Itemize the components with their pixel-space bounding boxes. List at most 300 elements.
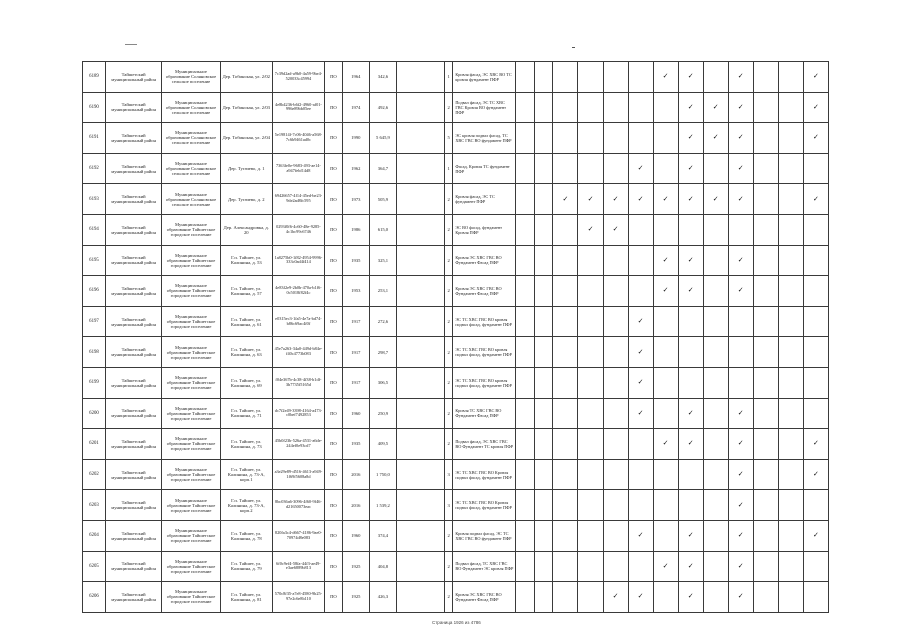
- check-mark-icon: ✓: [737, 592, 744, 601]
- object-type-cell: ПО: [325, 214, 343, 245]
- blank-cell: [397, 306, 445, 337]
- check-cell: [803, 123, 828, 154]
- check-cell: [678, 276, 703, 307]
- scan-mark: [572, 47, 575, 48]
- address-cell: Дер. Тобинская, ул. 2/02: [220, 62, 272, 93]
- check-cell: [628, 337, 653, 368]
- check-cell: [603, 398, 628, 429]
- check-mark-icon: ✓: [687, 531, 694, 540]
- check-mark-icon: ✓: [612, 592, 619, 601]
- check-cell: [703, 276, 728, 307]
- check-cell: [578, 92, 603, 123]
- check-mark-icon: ✓: [737, 164, 744, 173]
- check-cell: [578, 551, 603, 582]
- table-row: [83, 429, 829, 460]
- check-cell: [778, 245, 803, 276]
- check-cell: [703, 184, 728, 215]
- check-cell: [603, 62, 628, 93]
- district-cell: Тайшетский муниципальный район: [105, 490, 161, 521]
- check-mark-icon: ✓: [662, 286, 669, 295]
- cadastral-number-cell: a3e29e89-d516-4613-a949-1f69f5608a8d: [272, 459, 324, 490]
- check-cell: [803, 398, 828, 429]
- blank-cell: [397, 276, 445, 307]
- check-cell: [803, 276, 828, 307]
- area-cell: 426,3: [369, 582, 396, 613]
- table-row: [83, 459, 829, 490]
- address-cell: Г.п. Тайшет, ул. Калинина, д. 71: [220, 398, 272, 429]
- check-cell: [553, 337, 578, 368]
- check-cell: [603, 276, 628, 307]
- table-row: [83, 153, 829, 184]
- check-cell: [603, 520, 628, 551]
- row-number: 6199: [83, 367, 106, 398]
- blank-cell: [397, 153, 445, 184]
- check-cell: [703, 245, 728, 276]
- address-cell: Г.п. Тайшет, ул. Калинина, д. 53: [220, 245, 272, 276]
- check-cell: [534, 551, 553, 582]
- object-type-cell: ПО: [325, 123, 343, 154]
- check-cell: [603, 490, 628, 521]
- check-cell: [653, 490, 678, 521]
- check-mark-icon: ✓: [737, 531, 744, 540]
- check-cell: [553, 245, 578, 276]
- check-cell: [515, 92, 534, 123]
- table-row: [83, 62, 829, 93]
- address-cell: Дер. Тугачево, д. 1: [220, 153, 272, 184]
- check-cell: [578, 337, 603, 368]
- check-cell: [703, 582, 728, 613]
- check-cell: [778, 123, 803, 154]
- table-row: [83, 551, 829, 582]
- blank-cell: [397, 459, 445, 490]
- check-cell: [603, 582, 628, 613]
- address-cell: Дер. Тугачево, д. 2: [220, 184, 272, 215]
- check-cell: [703, 490, 728, 521]
- cadastral-number-cell: 7363fe0e-9683-493-ae14-a947febf14d8: [272, 153, 324, 184]
- check-cell: [728, 337, 753, 368]
- check-cell: [653, 306, 678, 337]
- check-cell: [678, 398, 703, 429]
- year-cell: 1986: [342, 214, 369, 245]
- row-number: 6190: [83, 92, 106, 123]
- check-cell: [778, 490, 803, 521]
- row-number: 6202: [83, 459, 106, 490]
- check-cell: [515, 520, 534, 551]
- address-cell: Дер. Тобинская, ул. 2/03: [220, 92, 272, 123]
- check-cell: [678, 306, 703, 337]
- check-cell: [753, 582, 778, 613]
- check-cell: [678, 62, 703, 93]
- check-cell: [728, 551, 753, 582]
- check-mark-icon: ✓: [637, 317, 644, 326]
- check-cell: [728, 153, 753, 184]
- check-cell: [678, 123, 703, 154]
- check-cell: [628, 184, 653, 215]
- district-cell: Тайшетский муниципальный район: [105, 337, 161, 368]
- check-cell: [553, 459, 578, 490]
- blank-cell: [397, 245, 445, 276]
- check-cell: [553, 520, 578, 551]
- works-list-cell: ЭС ВО фасад, фундамент Кровля ПФР: [453, 214, 516, 245]
- check-cell: [728, 123, 753, 154]
- cadastral-number-cell: 7c39d2ad-a9b0-4a59-9be4-520033c45994: [272, 62, 324, 93]
- check-mark-icon: ✓: [812, 133, 819, 142]
- check-cell: [703, 214, 728, 245]
- check-mark-icon: ✓: [812, 102, 819, 111]
- check-cell: [553, 214, 578, 245]
- year-cell: 1960: [342, 520, 369, 551]
- check-cell: [515, 123, 534, 154]
- table-row: [83, 245, 829, 276]
- address-cell: Г.п. Тайшет, ул. Калинина, д. 79: [220, 551, 272, 582]
- check-mark-icon: ✓: [812, 531, 819, 540]
- year-cell: 1925: [342, 551, 369, 582]
- check-cell: [628, 367, 653, 398]
- check-cell: [628, 490, 653, 521]
- table-row: [83, 123, 829, 154]
- check-cell: [653, 92, 678, 123]
- check-cell: [653, 582, 678, 613]
- year-cell: 1962: [342, 153, 369, 184]
- floors-cell: 2: [444, 337, 452, 368]
- floors-cell: 2: [444, 367, 452, 398]
- check-cell: [803, 490, 828, 521]
- check-cell: [753, 306, 778, 337]
- district-cell: Тайшетский муниципальный район: [105, 459, 161, 490]
- check-cell: [534, 214, 553, 245]
- check-mark-icon: ✓: [637, 531, 644, 540]
- check-cell: [803, 520, 828, 551]
- blank-cell: [397, 123, 445, 154]
- check-cell: [553, 367, 578, 398]
- year-cell: 1953: [342, 276, 369, 307]
- check-cell: [515, 62, 534, 93]
- row-number: 6206: [83, 582, 106, 613]
- check-cell: [578, 123, 603, 154]
- check-cell: [653, 551, 678, 582]
- check-mark-icon: ✓: [737, 439, 744, 448]
- year-cell: 2016: [342, 490, 369, 521]
- check-mark-icon: ✓: [737, 133, 744, 142]
- check-cell: [578, 398, 603, 429]
- row-number: 6200: [83, 398, 106, 429]
- floors-cell: 2: [444, 214, 452, 245]
- check-cell: [515, 398, 534, 429]
- check-cell: [578, 306, 603, 337]
- check-mark-icon: ✓: [712, 194, 719, 203]
- works-list-cell: ЭС ТС ХВС ГВС ВО кровля подвал фасад, фундамент ПФР: [453, 337, 516, 368]
- row-number: 6192: [83, 153, 106, 184]
- check-cell: [534, 520, 553, 551]
- check-cell: [653, 459, 678, 490]
- check-mark-icon: ✓: [737, 255, 744, 264]
- check-cell: [603, 429, 628, 460]
- check-cell: [628, 459, 653, 490]
- address-cell: Г.п. Тайшет, ул. Калинина, д. 63: [220, 337, 272, 368]
- check-mark-icon: ✓: [737, 408, 744, 417]
- check-mark-icon: ✓: [662, 72, 669, 81]
- area-cell: 306,5: [369, 367, 396, 398]
- check-mark-icon: ✓: [712, 133, 719, 142]
- blank-cell: [397, 367, 445, 398]
- check-cell: [678, 214, 703, 245]
- check-cell: [703, 92, 728, 123]
- check-cell: [778, 337, 803, 368]
- check-cell: [515, 551, 534, 582]
- check-cell: [728, 582, 753, 613]
- check-mark-icon: ✓: [737, 102, 744, 111]
- check-mark-icon: ✓: [687, 408, 694, 417]
- municipality-cell: Муниципальное образование Тайшетское городское поселение: [162, 490, 220, 521]
- check-cell: [678, 551, 703, 582]
- check-cell: [653, 245, 678, 276]
- area-cell: 250,9: [369, 398, 396, 429]
- check-cell: [553, 276, 578, 307]
- check-cell: [515, 459, 534, 490]
- floors-cell: 3: [444, 459, 452, 490]
- cadastral-number-cell: 4e83f2e9-2b0b-470a-b1f6-0c5018f82f4c: [272, 276, 324, 307]
- check-cell: [803, 214, 828, 245]
- scan-mark: [125, 44, 137, 45]
- check-cell: [703, 306, 728, 337]
- cadastral-number-cell: 570c8f35-a7e8-4580-9b25-97e2c6e8b110: [272, 582, 324, 613]
- check-cell: [703, 520, 728, 551]
- object-type-cell: ПО: [325, 62, 343, 93]
- year-cell: 1917: [342, 337, 369, 368]
- check-cell: [678, 184, 703, 215]
- check-mark-icon: ✓: [562, 194, 569, 203]
- check-cell: [728, 367, 753, 398]
- year-cell: 1974: [342, 92, 369, 123]
- municipality-cell: Муниципальное образование Тайшетское городское поселение: [162, 582, 220, 613]
- check-mark-icon: ✓: [637, 378, 644, 387]
- check-cell: [653, 337, 678, 368]
- works-list-cell: Кровля ТС ХВС ГВС ВО Фундамент Фасад ПФР: [453, 398, 516, 429]
- check-cell: [534, 398, 553, 429]
- check-mark-icon: ✓: [637, 347, 644, 356]
- object-type-cell: ПО: [325, 398, 343, 429]
- check-mark-icon: ✓: [687, 133, 694, 142]
- year-cell: 1917: [342, 367, 369, 398]
- year-cell: 1960: [342, 398, 369, 429]
- check-cell: [603, 367, 628, 398]
- check-cell: [578, 276, 603, 307]
- floors-cell: 1: [444, 153, 452, 184]
- municipality-cell: Муниципальное образование Соляновское сельское поселение: [162, 62, 220, 93]
- floors-cell: 2: [444, 92, 452, 123]
- check-cell: [603, 459, 628, 490]
- row-number: 6193: [83, 184, 106, 215]
- floors-cell: 2: [444, 306, 452, 337]
- check-cell: [578, 153, 603, 184]
- check-cell: [803, 306, 828, 337]
- area-cell: 325,1: [369, 245, 396, 276]
- check-cell: [703, 429, 728, 460]
- check-cell: [653, 520, 678, 551]
- page-footer: Страница 1926 из 4786: [432, 620, 481, 625]
- check-cell: [778, 62, 803, 93]
- check-cell: [553, 184, 578, 215]
- district-cell: Тайшетский муниципальный район: [105, 306, 161, 337]
- row-number: 6201: [83, 429, 106, 460]
- check-cell: [728, 398, 753, 429]
- check-cell: [803, 245, 828, 276]
- check-cell: [603, 92, 628, 123]
- check-cell: [553, 429, 578, 460]
- works-list-cell: ЭС ТС ХВС ГВС ВО Кровля подвал фасад, фундамент ПФР: [453, 459, 516, 490]
- floors-cell: 2: [444, 551, 452, 582]
- works-list-cell: Подвал фасад, ЭС ТС ХВС ГВС Кровля ВО фундамент ПФР: [453, 92, 516, 123]
- check-cell: [803, 184, 828, 215]
- check-cell: [553, 306, 578, 337]
- municipality-cell: Муниципальное образование Соляновское сельское поселение: [162, 153, 220, 184]
- check-cell: [728, 490, 753, 521]
- address-cell: Г.п. Тайшет, ул. Калинина, д. 73-А, корп.1: [220, 459, 272, 490]
- check-cell: [778, 582, 803, 613]
- municipality-cell: Муниципальное образование Тайшетское городское поселение: [162, 429, 220, 460]
- check-cell: [628, 429, 653, 460]
- area-cell: 272,6: [369, 306, 396, 337]
- check-cell: [628, 520, 653, 551]
- address-cell: Дер. Тобинская, ул. 2/04: [220, 123, 272, 154]
- check-cell: [778, 398, 803, 429]
- municipality-cell: Муниципальное образование Тайшетское городское поселение: [162, 398, 220, 429]
- check-cell: [803, 153, 828, 184]
- check-cell: [553, 551, 578, 582]
- object-type-cell: ПО: [325, 459, 343, 490]
- check-cell: [578, 459, 603, 490]
- district-cell: Тайшетский муниципальный район: [105, 245, 161, 276]
- blank-cell: [397, 582, 445, 613]
- check-cell: [703, 551, 728, 582]
- check-mark-icon: ✓: [812, 439, 819, 448]
- blank-cell: [397, 62, 445, 93]
- check-cell: [803, 62, 828, 93]
- check-cell: [728, 429, 753, 460]
- check-cell: [753, 490, 778, 521]
- works-list-cell: Кровля ЭС ХВС ГВС ВО Фундамент Фасад ПФР: [453, 582, 516, 613]
- municipality-cell: Муниципальное образование Тайшетское городское поселение: [162, 306, 220, 337]
- check-cell: [753, 551, 778, 582]
- check-cell: [515, 184, 534, 215]
- table-row: [83, 520, 829, 551]
- check-cell: [728, 92, 753, 123]
- floors-cell: 3: [444, 490, 452, 521]
- address-cell: Г.п. Тайшет, ул. Калинина, д. 81: [220, 582, 272, 613]
- check-cell: [578, 429, 603, 460]
- check-cell: [534, 367, 553, 398]
- check-cell: [803, 429, 828, 460]
- check-cell: [603, 337, 628, 368]
- check-cell: [515, 276, 534, 307]
- area-cell: 374,4: [369, 520, 396, 551]
- check-cell: [534, 123, 553, 154]
- blank-cell: [397, 214, 445, 245]
- check-cell: [603, 306, 628, 337]
- cadastral-number-cell: dc7f2e49-3398-4164-a473-c0bef7492853: [272, 398, 324, 429]
- check-cell: [553, 398, 578, 429]
- check-cell: [803, 459, 828, 490]
- check-cell: [653, 62, 678, 93]
- check-mark-icon: ✓: [687, 164, 694, 173]
- blank-cell: [397, 92, 445, 123]
- check-cell: [578, 367, 603, 398]
- check-cell: [515, 214, 534, 245]
- blank-cell: [397, 337, 445, 368]
- municipality-cell: Муниципальное образование Тайшетское городское поселение: [162, 551, 220, 582]
- table-body: [83, 62, 829, 613]
- area-cell: 409,5: [369, 429, 396, 460]
- check-cell: [703, 337, 728, 368]
- floors-cell: 2: [444, 184, 452, 215]
- cadastral-number-cell: 8bc036a6-3096-4f60-9f46-d21650073eac: [272, 490, 324, 521]
- table-row: [83, 276, 829, 307]
- district-cell: Тайшетский муниципальный район: [105, 582, 161, 613]
- check-cell: [778, 153, 803, 184]
- check-cell: [728, 276, 753, 307]
- district-cell: Тайшетский муниципальный район: [105, 123, 161, 154]
- check-cell: [678, 429, 703, 460]
- municipality-cell: Муниципальное образование Тайшетское городское поселение: [162, 367, 220, 398]
- check-cell: [803, 367, 828, 398]
- check-cell: [578, 490, 603, 521]
- check-cell: [553, 490, 578, 521]
- object-type-cell: ПО: [325, 429, 343, 460]
- check-cell: [578, 62, 603, 93]
- municipality-cell: Муниципальное образование Тайшетское городское поселение: [162, 245, 220, 276]
- check-cell: [534, 184, 553, 215]
- check-cell: [534, 582, 553, 613]
- area-cell: 342,6: [369, 62, 396, 93]
- check-mark-icon: ✓: [637, 194, 644, 203]
- area-cell: 492,6: [369, 92, 396, 123]
- blank-cell: [397, 429, 445, 460]
- check-cell: [678, 153, 703, 184]
- object-type-cell: ПО: [325, 367, 343, 398]
- check-cell: [534, 459, 553, 490]
- area-cell: 1 539,2: [369, 490, 396, 521]
- row-number: 6189: [83, 62, 106, 93]
- works-list-cell: ЭС ТС ХВС ГВС ВО Кровля подвал фасад, фундамент ПФР: [453, 490, 516, 521]
- object-type-cell: ПО: [325, 520, 343, 551]
- check-cell: [678, 245, 703, 276]
- check-mark-icon: ✓: [687, 286, 694, 295]
- year-cell: 1990: [342, 123, 369, 154]
- check-mark-icon: ✓: [612, 194, 619, 203]
- check-mark-icon: ✓: [612, 225, 619, 234]
- check-cell: [778, 429, 803, 460]
- check-cell: [515, 582, 534, 613]
- floors-cell: 2: [444, 245, 452, 276]
- check-cell: [703, 398, 728, 429]
- check-cell: [553, 123, 578, 154]
- check-cell: [753, 123, 778, 154]
- check-mark-icon: ✓: [587, 225, 594, 234]
- check-cell: [778, 459, 803, 490]
- address-cell: Г.п. Тайшет, ул. Калинина, д. 61: [220, 306, 272, 337]
- check-cell: [553, 62, 578, 93]
- check-cell: [778, 276, 803, 307]
- municipality-cell: Муниципальное образование Соляновское сельское поселение: [162, 123, 220, 154]
- area-cell: 1 750,0: [369, 459, 396, 490]
- check-cell: [603, 123, 628, 154]
- check-cell: [578, 582, 603, 613]
- check-cell: [653, 276, 678, 307]
- floors-cell: 2: [444, 398, 452, 429]
- works-list-cell: Кровля фасад, ЭС ТС фундамент ПФР: [453, 184, 516, 215]
- cadastral-number-cell: 0293f0f6-4c60-48e-9285-4c1bc99c6746: [272, 214, 324, 245]
- check-cell: [603, 184, 628, 215]
